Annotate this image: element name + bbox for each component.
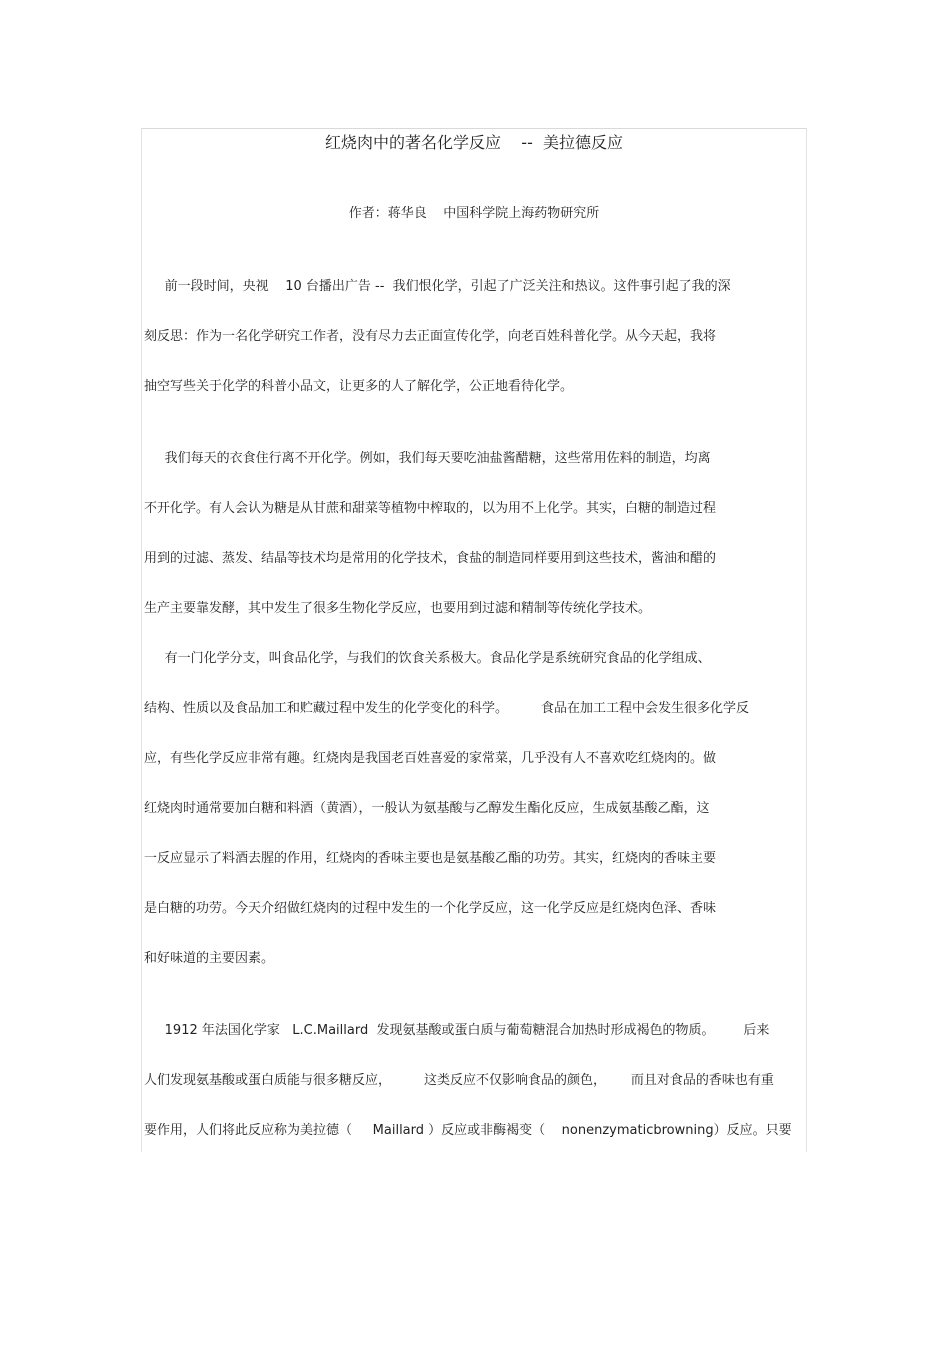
- paragraph-line: 我们每天的衣食住行离不开化学。例如，我们每天要吃油盐酱醋糖，这些常用佐料的制造，均离: [144, 451, 711, 466]
- paragraph-line: 要作用，人们将此反应称为美拉德（ Maillard ）反应或非酶褐变（ nonenzymaticbrowning）反应。只要: [144, 1123, 792, 1138]
- paragraph-line: 有一门化学分支，叫食品化学，与我们的饮食关系极大。食品化学是系统研究食品的化学组成、: [144, 651, 711, 666]
- paragraph-line: 1912 年法国化学家 L.C.Maillard 发现氨基酸或蛋白质与葡萄糖混合加热时形成褐色的物质。 后来: [144, 1023, 770, 1038]
- paragraph-line: 刻反思：作为一名化学研究工作者，没有尽力去正面宣传化学，向老百姓科普化学。从今天起，我将: [144, 329, 717, 344]
- paragraph-line: 用到的过滤、蒸发、结晶等技术均是常用的化学技术，食盐的制造同样要用到这些技术，酱油和醋的: [144, 551, 717, 566]
- paragraph-line: 抽空写些关于化学的科普小品文，让更多的人了解化学，公正地看待化学。: [144, 379, 574, 394]
- article-author: 作者：蒋华良 中国科学院上海药物研究所: [348, 206, 600, 221]
- paragraph-line: 应，有些化学反应非常有趣。红烧肉是我国老百姓喜爱的家常菜，几乎没有人不喜欢吃红烧肉的。做: [144, 751, 717, 766]
- paragraph-line: 是白糖的功劳。今天介绍做红烧肉的过程中发生的一个化学反应，这一化学反应是红烧肉色泽、香味: [144, 901, 717, 916]
- paragraph-line: 前一段时间，央视 10 台播出广告 -- 我们恨化学，引起了广泛关注和热议。这件事引起了我的深: [144, 279, 731, 294]
- paragraph-line: 不开化学。有人会认为糖是从甘蔗和甜菜等植物中榨取的，以为用不上化学。其实，白糖的制造过程: [144, 501, 717, 516]
- paragraph-line: 结构、性质以及食品加工和贮藏过程中发生的化学变化的科学。 食品在加工工程中会发生很多化学反: [144, 701, 750, 716]
- article-title: 红烧肉中的著名化学反应 -- 美拉德反应: [324, 133, 624, 152]
- paragraph-line: 人们发现氨基酸或蛋白质能与很多糖反应， 这类反应不仅影响食品的颜色， 而且对食品的香味也有重: [144, 1073, 774, 1088]
- paragraph-line: 和好味道的主要因素。: [144, 951, 275, 966]
- paragraph-line: 一反应显示了料酒去腥的作用，红烧肉的香味主要也是氨基酸乙酯的功劳。其实，红烧肉的香味主要: [144, 851, 717, 866]
- paragraph-line: 生产主要靠发酵，其中发生了很多生物化学反应，也要用到过滤和精制等传统化学技术。: [144, 601, 652, 616]
- paragraph-line: 红烧肉时通常要加白糖和料酒（黄酒），一般认为氨基酸与乙醇发生酯化反应，生成氨基酸乙酯，这: [144, 801, 710, 816]
